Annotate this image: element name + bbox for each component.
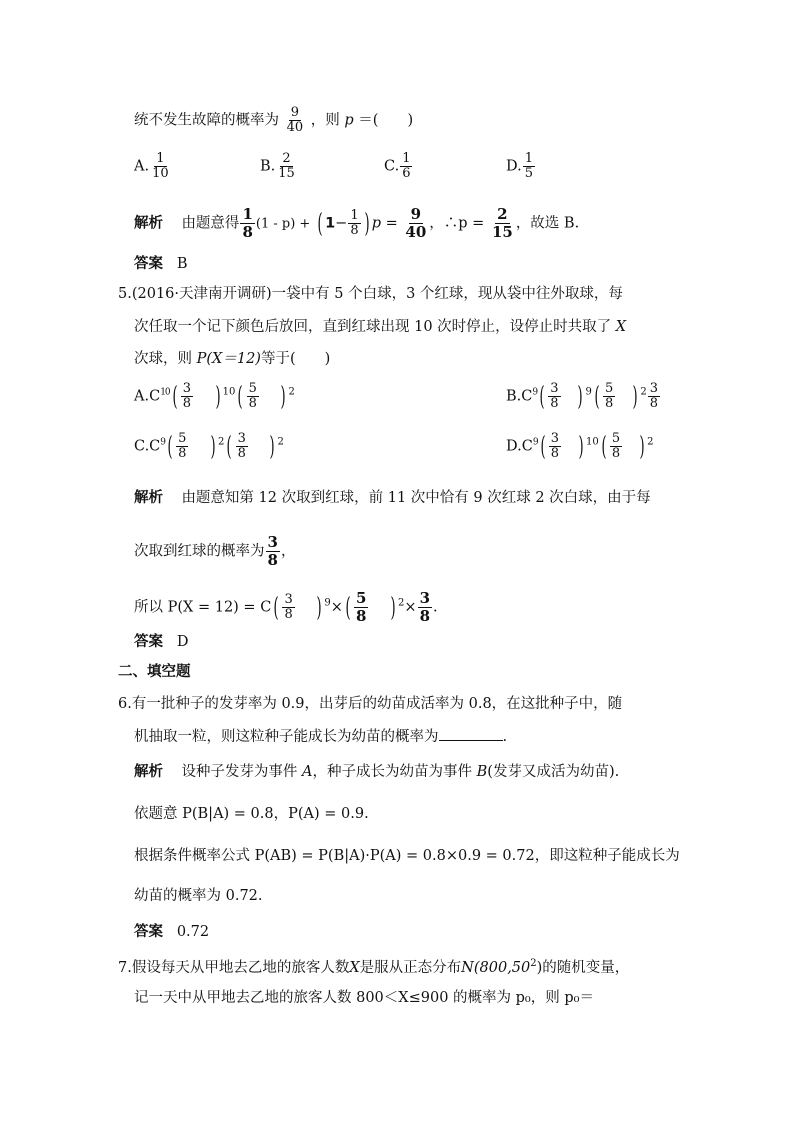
- answer-label: 答案: [134, 924, 163, 940]
- option-label: B.: [260, 158, 276, 175]
- analysis-fraction-1: [240, 206, 254, 241]
- exponent: 2: [640, 386, 647, 398]
- analysis-minus: −: [335, 215, 348, 232]
- q5-stem-line2-text: 次任取一个记下颜色后放回，直到红球出现 10 次时停止，设停止时共取了: [134, 319, 612, 335]
- frac-den: 15: [491, 223, 513, 241]
- q7-var-x: X: [349, 959, 360, 976]
- q4-stem-eq: ＝( ): [358, 112, 414, 129]
- frac-num: 5: [605, 381, 614, 396]
- frac-num: 3: [267, 533, 278, 551]
- q6-analysis-line1: [134, 762, 619, 782]
- analysis-text: 次取到红球的概率为: [134, 543, 265, 560]
- option-label: D.C: [506, 438, 533, 455]
- frac-den: 40: [405, 223, 427, 241]
- frac-den: 8: [550, 446, 559, 461]
- option-label: D.: [506, 158, 522, 175]
- frac-num: 3: [550, 381, 559, 396]
- option-fraction-2: [247, 382, 259, 411]
- analysis-text: (发芽又成活为幼苗).: [487, 764, 620, 780]
- analysis-fraction: [266, 534, 280, 569]
- exponent: 9: [324, 597, 331, 609]
- event-b: B: [476, 764, 488, 780]
- option-fraction-1: [548, 382, 560, 411]
- frac-num: 1: [242, 205, 253, 223]
- option-fraction-1: [181, 382, 193, 411]
- frac-num: 3: [237, 431, 246, 446]
- frac-num: 1: [350, 208, 359, 223]
- frac-den: 6: [402, 166, 411, 181]
- option-fraction-1: [549, 432, 561, 461]
- frac-den: 8: [182, 396, 192, 411]
- frac-den: 8: [356, 607, 367, 625]
- option-label: C.C: [134, 438, 161, 455]
- option-fraction: [150, 152, 171, 181]
- analysis-text: .: [433, 599, 438, 616]
- frac-num: 9: [290, 105, 300, 120]
- comb-sup: 9: [532, 387, 538, 398]
- analysis-text: 所以 P(X = 12) = C: [134, 599, 272, 616]
- comb-sup: 10: [160, 387, 170, 398]
- frac-num: 1: [524, 151, 533, 166]
- q5-option-c: $C.C^9$( $\frac{5}{8}$ ) $^2$( $\frac{3}{8}$ ) $^2$: [134, 431, 284, 462]
- q7-stem-text: 是服从正态分布: [359, 959, 462, 976]
- frac-den: 10: [152, 166, 169, 181]
- frac-num: 5: [178, 431, 187, 446]
- frac-den: 8: [605, 396, 614, 411]
- q7-normal: N(800,50: [461, 959, 531, 976]
- exponent: 2: [530, 958, 537, 969]
- exponent: 2: [277, 436, 284, 448]
- q5-analysis-line3: 所以 P(X = 12) = C( $\frac{3}{8}$ ) $^9$×( $\frac{5}{8}$ ) $^2$× $\frac{3}{8}$ .: [134, 589, 438, 625]
- frac-den: 8: [248, 396, 257, 411]
- frac-num: 1: [156, 151, 165, 166]
- q4-option-c: [384, 152, 413, 181]
- q4-stem-text: 统不发生故障的概率为: [134, 112, 279, 129]
- option-fraction: [276, 152, 297, 181]
- exponent: 10: [222, 386, 236, 398]
- answer-label: 答案: [134, 256, 163, 272]
- analysis-fraction-2: [348, 209, 360, 238]
- q5-stem-line3-b: P(X＝12): [196, 351, 261, 367]
- option-label: A.: [134, 158, 150, 175]
- q4-option-a: [134, 152, 172, 181]
- answer-value: D: [176, 634, 189, 650]
- exponent: 10: [585, 436, 599, 448]
- frac-den: 8: [419, 607, 431, 625]
- analysis-fraction-2: [354, 590, 368, 625]
- times: ×: [404, 599, 417, 616]
- q5-stem-line3-c: 等于( ): [260, 351, 331, 367]
- q5-analysis-line2: [134, 534, 295, 569]
- q5-option-a: $A.C^{10}$( $\frac{3}{8}$ ) $^{10}$( $\frac{5}{8}$ ) $^2$: [134, 381, 295, 412]
- analysis-text: ，种子成长为幼苗为事件: [312, 764, 473, 780]
- q7-stem-line1: [118, 954, 629, 978]
- q4-option-b: [260, 152, 298, 181]
- answer-blank: [439, 726, 503, 741]
- frac-num: 3: [550, 431, 559, 446]
- q6-stem-line2: [134, 726, 507, 747]
- analysis-end: ，故选 B.: [515, 215, 580, 232]
- analysis-label: 解析: [134, 215, 163, 232]
- option-fraction: [400, 152, 412, 181]
- times: ×: [330, 599, 343, 616]
- frac-den: 15: [278, 166, 295, 181]
- frac-num: 9: [410, 205, 422, 223]
- analysis-fraction-3: [403, 206, 428, 241]
- exponent: 2: [288, 386, 295, 398]
- q4-analysis: 解析 由题意得 $\frac{1}{8}$ (1 - p) + ( 1− $\frac{1}{8}$ ) p = $\frac{9}{40}$ ，∴p = $\frac{2}{15}$ ，故选 B.: [134, 205, 580, 241]
- q7-stem-text: )的随机变量，: [536, 959, 630, 976]
- q5-stem-line3: [134, 349, 330, 369]
- option-label: B.C: [506, 388, 533, 405]
- q5-answer: [134, 632, 188, 652]
- q5-stem-line3-a: 次球，则: [134, 351, 192, 367]
- q4-stem-fraction: [285, 106, 306, 135]
- q5-option-b: $B.C^9$( $\frac{3}{8}$ ) $^9$( $\frac{5}{8}$ ) $^2$ $\frac{3}{8}$: [506, 381, 658, 412]
- analysis-part1: (1 - p) +: [255, 216, 311, 232]
- exponent: 2: [647, 436, 654, 448]
- q6-analysis-line2: 依题意 P(B|A) = 0.8，P(A) = 0.9.: [134, 806, 369, 822]
- frac-num: 5: [611, 431, 621, 446]
- option-fraction-1: [176, 432, 188, 461]
- q4-stem-var: p: [344, 112, 354, 129]
- comb-sup: 9: [532, 437, 538, 448]
- frac-num: 5: [248, 381, 257, 396]
- analysis-fraction-4: [490, 206, 515, 241]
- q6-stem-line1: 6.有一批种子的发芽率为 0.9，出芽后的幼苗成活率为 0.8，在这批种子中，随: [118, 696, 623, 712]
- q4-answer: [134, 254, 187, 274]
- frac-num: 3: [419, 589, 431, 607]
- q7-stem-line2: 记一天中从甲地去乙地的旅客人数 800＜X≤900 的概率为 p₀，则 p₀＝: [134, 990, 594, 1006]
- frac-den: 40: [286, 120, 304, 135]
- answer-value: B: [176, 256, 188, 272]
- q6-stem-end: .: [502, 729, 508, 745]
- frac-den: 8: [242, 223, 253, 241]
- q6-answer: [134, 922, 209, 942]
- option-fraction-2: [236, 432, 248, 461]
- q5-option-d: $D.C^9$( $\frac{3}{8}$ ) $^{10}$( $\frac{5}{8}$ ) $^2$: [506, 431, 654, 462]
- frac-den: 8: [178, 446, 187, 461]
- frac-den: 8: [350, 223, 359, 238]
- q4-stem-tail: ，则: [310, 112, 340, 129]
- q7-stem-text: 7.假设每天从甲地去乙地的旅客人数: [118, 959, 350, 976]
- frac-num: 1: [402, 151, 411, 166]
- answer-label: 答案: [134, 634, 163, 650]
- analysis-fraction-1: [282, 593, 294, 622]
- frac-num: 5: [356, 589, 367, 607]
- option-fraction-2: [610, 432, 622, 461]
- q6-stem-text: 机抽取一粒，则这粒种子能成长为幼苗的概率为: [134, 729, 439, 745]
- answer-value: 0.72: [176, 924, 210, 940]
- option-label: A.C: [134, 388, 161, 405]
- analysis-text: ，: [280, 543, 296, 560]
- exponent: 2: [218, 436, 225, 448]
- q5-analysis-line1: [134, 488, 651, 508]
- analysis-p: p =: [371, 215, 398, 232]
- frac-den: 8: [649, 396, 658, 411]
- frac-den: 5: [524, 166, 533, 181]
- section-heading: 二、填空题: [118, 664, 191, 680]
- option-fraction: [523, 152, 535, 181]
- frac-den: 8: [284, 607, 293, 622]
- analysis-prefix: 由题意得: [181, 215, 240, 232]
- analysis-label: 解析: [134, 490, 163, 506]
- q4-stem: [134, 106, 413, 135]
- event-a: A: [302, 764, 313, 780]
- analysis-text: 设种子发芽为事件: [181, 764, 298, 780]
- frac-den: 8: [611, 446, 621, 461]
- option-fraction-3: [648, 382, 660, 411]
- frac-den: 8: [550, 396, 559, 411]
- q6-analysis-line3: 根据条件概率公式 P(AB) = P(B|A)·P(A) = 0.8×0.9 = 0.72，即这粒种子能成长为: [134, 848, 680, 864]
- frac-num: 3: [284, 592, 293, 607]
- analysis-fraction-3: [418, 590, 432, 625]
- frac-num: 2: [282, 151, 291, 166]
- analysis-label: 解析: [134, 764, 163, 780]
- q5-stem-var: X: [615, 319, 627, 335]
- exponent: 2: [398, 597, 405, 609]
- q5-stem-line2: [134, 317, 626, 337]
- q4-option-d: [506, 152, 536, 181]
- q5-stem-line1: 5.(2016·天津南开调研)一袋中有 5 个白球，3 个红球，现从袋中往外取球，每: [118, 286, 623, 302]
- frac-den: 8: [267, 551, 278, 569]
- option-label: C.: [384, 158, 400, 175]
- frac-num: 3: [182, 381, 192, 396]
- frac-num: 3: [649, 381, 658, 396]
- frac-num: 2: [497, 205, 508, 223]
- analysis-one: 1: [325, 215, 336, 232]
- q6-analysis-line4: 幼苗的概率为 0.72.: [134, 888, 263, 904]
- analysis-text: 由题意知第 12 次取到红球，前 11 次中恰有 9 次红球 2 次白球，由于每: [181, 490, 651, 506]
- exponent: 9: [585, 386, 592, 398]
- option-fraction-2: [603, 382, 615, 411]
- frac-den: 8: [237, 446, 246, 461]
- analysis-therefore: ，∴p =: [429, 215, 485, 232]
- comb-sup: 9: [160, 437, 166, 448]
